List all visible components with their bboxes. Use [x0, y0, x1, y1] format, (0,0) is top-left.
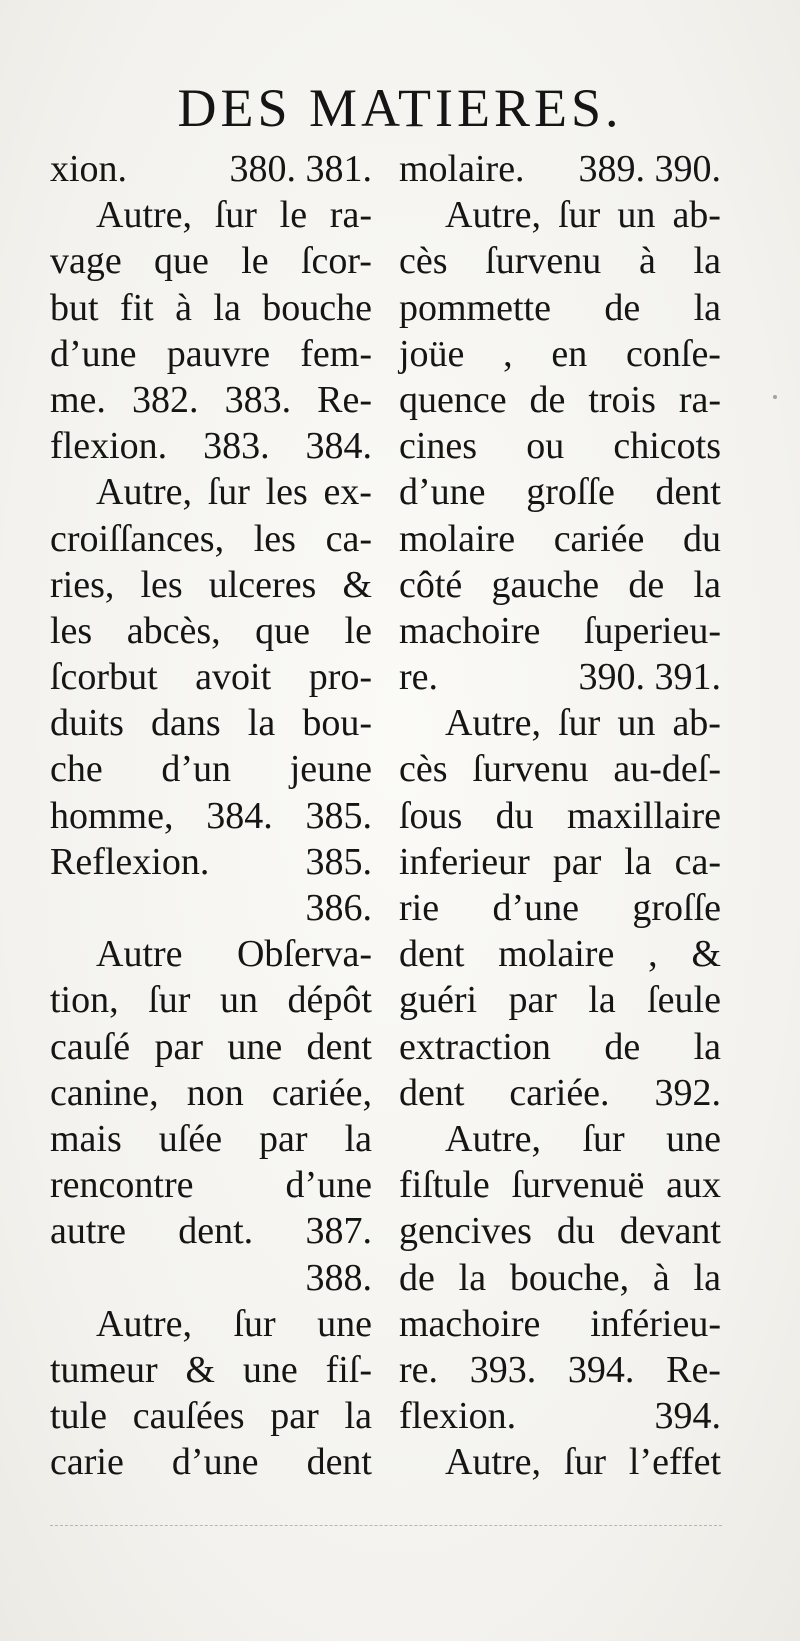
index-line	[399, 469, 721, 515]
index-word: 385.	[305, 794, 372, 837]
page-header: DES MATIERES.	[177, 78, 623, 138]
index-word: 389. 390.	[578, 148, 721, 190]
index-word: ulceres	[208, 563, 317, 606]
index-word: un	[617, 702, 656, 745]
index-word: dent	[655, 471, 721, 514]
index-word: gauche	[491, 563, 600, 606]
index-line	[50, 931, 372, 977]
index-word: re.	[399, 1348, 439, 1391]
index-word: par	[154, 1025, 204, 1068]
index-word: quence	[399, 378, 507, 421]
index-word: trois	[588, 378, 656, 421]
index-word: mais	[50, 1117, 122, 1160]
index-word: fiſtule	[399, 1164, 490, 1207]
index-word: Autre	[96, 933, 183, 976]
index-word: de	[529, 378, 566, 421]
index-word: d’une	[50, 332, 137, 375]
index-word: une	[317, 1302, 372, 1345]
index-word: à	[638, 240, 656, 283]
index-line	[50, 1301, 372, 1347]
index-line	[50, 1024, 372, 1070]
index-word: du	[495, 794, 534, 837]
index-line	[399, 516, 721, 562]
index-word: la	[588, 979, 616, 1022]
index-word: molaire	[399, 517, 516, 560]
index-word: 385.	[305, 840, 372, 883]
index-line	[399, 238, 721, 284]
index-word: d’une	[171, 1441, 259, 1484]
index-word: che	[50, 748, 103, 791]
index-word: 392.	[654, 1071, 721, 1114]
index-line	[50, 793, 372, 839]
index-word: ſur	[207, 471, 250, 514]
index-word: flexion.	[399, 1395, 517, 1438]
index-word: ſcorbut	[50, 656, 158, 699]
index-line	[50, 1439, 372, 1485]
index-word: duits	[50, 702, 124, 745]
index-word: ou	[526, 425, 565, 468]
index-word: xion.	[50, 148, 128, 190]
index-word: la	[693, 1256, 721, 1299]
index-word: Autre,	[96, 1302, 193, 1345]
index-line	[399, 746, 721, 792]
index-word: côté	[399, 563, 463, 606]
index-word: groſſe	[632, 887, 721, 929]
index-line: 386.	[305, 887, 372, 929]
index-word: par	[259, 1117, 308, 1160]
index-line	[399, 1347, 721, 1393]
index-word: une	[666, 1117, 721, 1160]
index-word: la	[213, 286, 241, 329]
index-word: 394.	[567, 1348, 635, 1391]
index-word: les	[140, 563, 183, 606]
index-word: fit	[119, 286, 154, 329]
index-word: Autre,	[445, 702, 542, 745]
index-line	[399, 423, 721, 469]
index-word: par	[508, 979, 557, 1022]
index-word: machoire	[399, 1302, 541, 1345]
index-word: inférieu-	[590, 1302, 721, 1345]
index-word: ries,	[50, 563, 115, 606]
index-word: pauvre	[166, 332, 271, 375]
index-line	[50, 700, 372, 746]
index-word: ſur	[563, 1441, 607, 1484]
index-word: chicots	[613, 425, 721, 468]
index-word: pommette	[399, 286, 551, 329]
index-word: homme,	[50, 794, 174, 837]
index-line	[50, 1347, 372, 1393]
right-column	[399, 146, 721, 1485]
index-word: le	[241, 240, 269, 283]
index-line	[399, 700, 721, 746]
index-word: l’effet	[628, 1441, 721, 1484]
index-word: ca-	[325, 517, 372, 560]
index-word: &	[342, 563, 372, 606]
index-word: par	[270, 1395, 319, 1438]
index-word: conſe-	[626, 332, 721, 375]
index-word: jeune	[289, 748, 372, 791]
index-word: ſur	[214, 194, 257, 237]
index-line	[50, 423, 372, 469]
index-word: 393.	[469, 1348, 537, 1391]
index-word: gencives	[399, 1210, 532, 1253]
paper-speck	[773, 395, 777, 399]
index-word: 387.	[305, 1210, 372, 1253]
index-line	[399, 1116, 721, 1162]
index-line	[50, 562, 372, 608]
index-word: ab-	[672, 702, 721, 745]
index-word: ab-	[672, 194, 721, 237]
index-line	[399, 1162, 721, 1208]
index-word: molaire.	[399, 148, 525, 190]
index-word: une	[242, 1348, 298, 1391]
index-word: rencontre	[50, 1164, 194, 1207]
index-word: re.	[399, 656, 439, 699]
index-word: maxillaire	[566, 794, 721, 837]
index-word: fem-	[300, 332, 372, 375]
index-line	[50, 839, 372, 885]
index-word: ,	[648, 933, 658, 976]
index-word: rie	[399, 887, 440, 929]
index-line	[399, 1439, 721, 1485]
index-word: la	[344, 1117, 372, 1160]
index-word: me.	[50, 378, 106, 421]
index-word: la	[458, 1256, 487, 1299]
index-word: dent	[399, 1071, 465, 1114]
index-word: tule	[50, 1395, 107, 1438]
index-word: dans	[151, 702, 221, 745]
index-word: fiſ-	[325, 1348, 372, 1391]
index-word: flexion.	[50, 425, 168, 468]
index-word: bouche	[262, 286, 372, 329]
index-word: Obſerva-	[236, 933, 372, 976]
index-word: autre	[50, 1210, 126, 1253]
index-line	[399, 1393, 721, 1439]
index-line	[50, 192, 372, 238]
index-word: cariée.	[509, 1071, 610, 1114]
index-word: bou-	[302, 702, 372, 745]
index-word: d’une	[492, 887, 579, 929]
index-word: cauſées	[132, 1395, 245, 1438]
index-word: molaire	[498, 933, 615, 976]
index-line	[399, 1255, 721, 1301]
index-word: la	[693, 286, 721, 329]
index-line	[50, 1070, 372, 1116]
index-word: le	[279, 194, 308, 237]
index-word: Re-	[666, 1348, 721, 1391]
index-line	[399, 1024, 721, 1070]
index-word: que	[255, 609, 311, 652]
index-word: Autre,	[445, 1117, 542, 1160]
index-word: uſée	[158, 1117, 223, 1160]
index-word: un	[219, 979, 258, 1022]
index-word: 390. 391.	[578, 656, 721, 699]
index-word: ſous	[399, 794, 463, 837]
index-line	[50, 1393, 372, 1439]
index-word: d’une	[399, 471, 486, 514]
index-word: machoire	[399, 609, 541, 652]
index-word: la	[247, 702, 276, 745]
index-line	[50, 377, 372, 423]
index-word: tumeur	[50, 1348, 158, 1391]
index-line	[399, 285, 721, 331]
index-line	[50, 469, 372, 515]
index-word: ex-	[323, 471, 372, 514]
index-word: canine,	[50, 1071, 159, 1114]
index-word: du	[556, 1210, 595, 1253]
index-word: aux	[666, 1164, 721, 1207]
index-word: Autre,	[96, 194, 193, 237]
index-line	[50, 331, 372, 377]
index-word: 394.	[654, 1395, 721, 1438]
index-word: dent.	[178, 1210, 254, 1253]
index-word: extraction	[399, 1025, 551, 1068]
index-line	[399, 331, 721, 377]
index-word: Autre,	[445, 194, 542, 237]
index-word: d’un	[161, 748, 232, 791]
index-word: &	[691, 933, 721, 976]
index-line	[50, 146, 372, 192]
index-word: ſur	[558, 702, 601, 745]
index-word: pro-	[308, 656, 372, 699]
index-word: par	[552, 840, 602, 883]
index-word: les	[265, 471, 308, 514]
index-word: &	[185, 1348, 216, 1391]
index-word: en	[551, 332, 588, 375]
index-word: ſeule	[647, 979, 721, 1022]
index-word: inferieur	[399, 840, 530, 883]
index-word: 384.	[305, 425, 372, 468]
index-word: de	[604, 286, 641, 329]
index-word: ſurvenu	[472, 748, 589, 791]
index-word: devant	[619, 1210, 721, 1253]
index-word: que	[154, 240, 209, 283]
index-word: dent	[306, 1441, 372, 1484]
index-word: non	[186, 1071, 244, 1114]
index-word: au-deſ-	[613, 748, 721, 791]
index-line	[399, 793, 721, 839]
index-word: abcès,	[126, 609, 221, 652]
index-line	[399, 931, 721, 977]
index-word: joüe	[399, 332, 465, 375]
index-word: ſcor-	[300, 240, 372, 283]
index-word: la	[344, 1395, 372, 1438]
index-word: de	[604, 1025, 641, 1068]
index-line	[399, 1070, 721, 1116]
index-word: ſurvenu	[485, 240, 602, 283]
index-word: la	[624, 840, 652, 883]
index-word: Reflexion.	[50, 840, 210, 883]
index-word: dépôt	[287, 979, 372, 1022]
index-word: cariée	[553, 517, 645, 560]
index-word: Autre,	[445, 1441, 542, 1484]
index-word: une	[227, 1025, 283, 1068]
index-word: bouche,	[509, 1256, 630, 1299]
index-word: cès	[399, 748, 448, 791]
index-word: dent	[399, 933, 465, 976]
index-line	[399, 839, 721, 885]
index-word: les	[50, 609, 93, 652]
index-word: le	[344, 609, 372, 652]
index-line	[50, 285, 372, 331]
index-word: ſur	[233, 1302, 276, 1345]
index-word: à	[175, 286, 192, 329]
index-line	[50, 238, 372, 284]
index-line	[399, 192, 721, 238]
index-word: ,	[503, 332, 513, 375]
index-word: cès	[399, 240, 448, 283]
index-word: ſur	[582, 1117, 625, 1160]
index-line	[50, 1116, 372, 1162]
index-word: ca-	[674, 840, 721, 883]
index-line	[50, 516, 372, 562]
index-word: 383.	[203, 425, 270, 468]
index-word: 380. 381.	[229, 148, 372, 190]
index-word: avoit	[195, 656, 272, 699]
index-line	[50, 654, 372, 700]
index-word: de	[628, 563, 665, 606]
index-word: 382.	[132, 378, 199, 421]
index-word: à	[652, 1256, 670, 1299]
index-word: ſurvenuë	[511, 1164, 645, 1207]
index-line	[399, 885, 721, 931]
index-line	[50, 608, 372, 654]
index-word: tion,	[50, 979, 119, 1022]
index-word: but	[50, 286, 99, 329]
index-line	[50, 977, 372, 1023]
index-line	[399, 977, 721, 1023]
index-line	[50, 746, 372, 792]
index-word: cines	[399, 425, 478, 468]
index-word: guéri	[399, 979, 478, 1022]
index-word: un	[617, 194, 656, 237]
index-word: ſuperieu-	[583, 609, 721, 652]
index-line	[399, 562, 721, 608]
index-word: ra-	[678, 378, 721, 421]
index-line	[50, 1162, 372, 1208]
index-line: 388.	[305, 1256, 372, 1299]
index-word: ra-	[329, 194, 372, 237]
index-word: carie	[50, 1441, 124, 1484]
index-line	[399, 654, 721, 700]
left-column	[50, 146, 372, 1485]
index-line	[399, 1301, 721, 1347]
index-word: la	[693, 1025, 721, 1068]
index-word: les	[253, 517, 296, 560]
index-word: 383.	[224, 378, 292, 421]
index-word: la	[693, 240, 721, 283]
index-word: du	[683, 517, 721, 560]
index-word: ſur	[558, 194, 601, 237]
index-line	[399, 1208, 721, 1254]
index-word: Re-	[317, 378, 372, 421]
index-word: ſur	[148, 979, 191, 1022]
index-word: dent	[306, 1025, 372, 1068]
index-word: croiſſances,	[50, 517, 225, 560]
index-line	[399, 608, 721, 654]
index-word: de	[399, 1256, 435, 1299]
index-line	[50, 1208, 372, 1254]
index-word: cauſé	[50, 1025, 131, 1068]
bottom-rule	[50, 1525, 722, 1527]
index-line	[399, 146, 721, 192]
index-word: vage	[50, 240, 122, 283]
index-line	[399, 377, 721, 423]
index-word: cariée,	[271, 1071, 372, 1114]
index-word: 384.	[206, 794, 273, 837]
index-word: la	[693, 563, 721, 606]
index-word: groſſe	[526, 471, 615, 514]
index-word: Autre,	[96, 471, 193, 514]
index-word: d’une	[285, 1164, 372, 1207]
